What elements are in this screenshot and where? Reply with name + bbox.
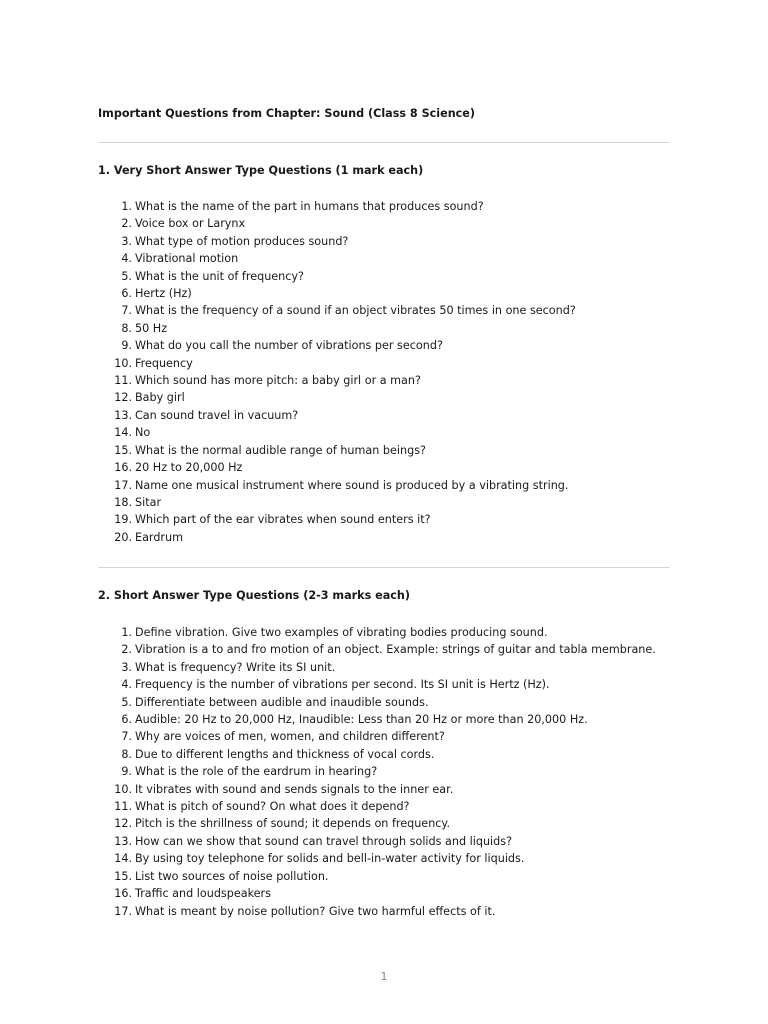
list-item-text: Frequency [135, 356, 193, 370]
list-item [114, 355, 576, 372]
list-item-text: What is pitch of sound? On what does it depend? [135, 800, 410, 814]
list-item [121, 763, 656, 780]
list-item-number: 17. [114, 904, 132, 918]
list-item-number: 7. [121, 304, 132, 318]
list-item-text: It vibrates with sound and sends signals to the inner ear. [135, 782, 454, 796]
list-item-number: 5. [121, 269, 132, 283]
list-item-number: 8. [121, 747, 132, 761]
list-item [121, 215, 576, 232]
list-item [114, 424, 576, 441]
list-item-text: Vibrational motion [135, 252, 239, 266]
section-divider [98, 567, 670, 568]
list-item-number: 4. [121, 252, 132, 266]
list-item-text: What is frequency? Write its SI unit. [135, 660, 336, 674]
list-item [121, 302, 576, 319]
list-item-text: Due to different lengths and thickness of vocal cords. [135, 747, 435, 761]
list-item-number: 12. [114, 391, 132, 405]
list-item-text: What is the role of the eardrum in hearing? [135, 765, 378, 779]
list-item-number: 7. [121, 730, 132, 744]
list-item-number: 15. [114, 443, 132, 457]
list-item [114, 494, 576, 511]
list-item-text: Hertz (Hz) [135, 287, 192, 301]
list-item-text: What is the unit of frequency? [135, 269, 304, 283]
list-item-text: What is the normal audible range of human beings? [135, 443, 426, 457]
list-item [114, 885, 656, 902]
list-item-text: Eardrum [135, 530, 184, 544]
list-item-text: 50 Hz [135, 321, 168, 335]
list-item [121, 746, 656, 763]
list-item [121, 320, 576, 337]
list-item-number: 16. [114, 887, 132, 901]
list-item-text: Define vibration. Give two examples of vibrating bodies producing sound. [135, 626, 548, 639]
list-item [121, 641, 656, 658]
list-item-number: 5. [121, 695, 132, 709]
list-item [114, 529, 576, 546]
list-item-number: 1. [121, 626, 132, 639]
list-item [114, 477, 576, 494]
list-item-number: 19. [114, 513, 132, 527]
list-item-text: How can we show that sound can travel through solids and liquids? [135, 834, 513, 848]
list-item-number: 13. [114, 408, 132, 422]
list-item-text: List two sources of noise pollution. [135, 869, 329, 883]
list-item-text: Voice box or Larynx [135, 217, 246, 231]
list-item-text: 20 Hz to 20,000 Hz [135, 461, 243, 475]
list-item-number: 18. [114, 495, 132, 509]
list-item [121, 250, 576, 267]
list-item-text: By using toy telephone for solids and bell-in-water activity for liquids. [135, 852, 525, 866]
list-item-text: Can sound travel in vacuum? [135, 408, 299, 422]
list-item [114, 442, 576, 459]
list-item [114, 903, 656, 920]
list-item [114, 372, 576, 389]
list-item-text: What is the name of the part in humans that produces sound? [135, 200, 484, 213]
list-item-number: 9. [121, 765, 132, 779]
list-item [114, 868, 656, 885]
list-item-text: Which part of the ear vibrates when sound enters it? [135, 513, 431, 527]
section-heading-very-short: 1. Very Short Answer Type Questions (1 mark each) [98, 164, 424, 177]
list-item [114, 850, 656, 867]
list-item-number: 4. [121, 678, 132, 692]
list-item-number: 16. [114, 461, 132, 475]
list-item [121, 728, 656, 745]
list-item-text: What is the frequency of a sound if an object vibrates 50 times in one second? [135, 304, 576, 318]
list-item [114, 833, 656, 850]
list-item-number: 10. [114, 782, 132, 796]
list-item-number: 14. [114, 426, 132, 440]
list-item-number: 11. [114, 374, 132, 388]
list-item-text: What do you call the number of vibrations per second? [135, 339, 443, 353]
list-item-number: 11. [114, 800, 132, 814]
list-item [114, 798, 656, 815]
list-item-text: Baby girl [135, 391, 185, 405]
document-title: Important Questions from Chapter: Sound (Class 8 Science) [98, 107, 476, 120]
list-item-number: 10. [114, 356, 132, 370]
list-item-number: 15. [114, 869, 132, 883]
list-item [114, 459, 576, 476]
list-item-text: Vibration is a to and fro motion of an object. Example: strings of guitar and tabla membrane. [135, 643, 656, 657]
list-item-number: 17. [114, 478, 132, 492]
list-item [121, 198, 576, 215]
list-item-text: Why are voices of men, women, and children different? [135, 730, 445, 744]
list-item-text: What type of motion produces sound? [135, 234, 349, 248]
short-answer-list [114, 624, 656, 920]
list-item [121, 676, 656, 693]
list-item [121, 268, 576, 285]
list-item-text: Audible: 20 Hz to 20,000 Hz, Inaudible: Less than 20 Hz or more than 20,000 Hz. [135, 713, 588, 727]
list-item-number: 2. [121, 643, 132, 657]
list-item-text: What is meant by noise pollution? Give two harmful effects of it. [135, 904, 496, 918]
list-item [121, 624, 656, 641]
page-number: 1 [380, 970, 388, 983]
list-item-number: 1. [121, 200, 132, 213]
list-item-number: 2. [121, 217, 132, 231]
list-item-text: Pitch is the shrillness of sound; it depends on frequency. [135, 817, 451, 831]
list-item [121, 711, 656, 728]
list-item-number: 13. [114, 834, 132, 848]
list-item-number: 8. [121, 321, 132, 335]
list-item-text: Which sound has more pitch: a baby girl or a man? [135, 374, 421, 388]
list-item-number: 3. [121, 234, 132, 248]
list-item [121, 659, 656, 676]
list-item-text: No [135, 426, 151, 440]
list-item-number: 6. [121, 713, 132, 727]
title-divider [98, 142, 670, 143]
list-item-text: Frequency is the number of vibrations per second. Its SI unit is Hertz (Hz). [135, 678, 550, 692]
list-item-text: Differentiate between audible and inaudible sounds. [135, 695, 429, 709]
very-short-answer-list [114, 198, 576, 546]
list-item [114, 781, 656, 798]
list-item [114, 407, 576, 424]
list-item [121, 694, 656, 711]
list-item-number: 3. [121, 660, 132, 674]
list-item-number: 20. [114, 530, 132, 544]
list-item [114, 389, 576, 406]
list-item-number: 9. [121, 339, 132, 353]
list-item [121, 233, 576, 250]
list-item-text: Traffic and loudspeakers [135, 887, 271, 901]
list-item [114, 511, 576, 528]
list-item-number: 12. [114, 817, 132, 831]
list-item [121, 285, 576, 302]
list-item [121, 337, 576, 354]
list-item-number: 6. [121, 287, 132, 301]
section-heading-short: 2. Short Answer Type Questions (2-3 marks each) [98, 589, 410, 602]
list-item-text: Name one musical instrument where sound is produced by a vibrating string. [135, 478, 569, 492]
list-item-number: 14. [114, 852, 132, 866]
list-item [114, 815, 656, 832]
list-item-text: Sitar [135, 495, 162, 509]
